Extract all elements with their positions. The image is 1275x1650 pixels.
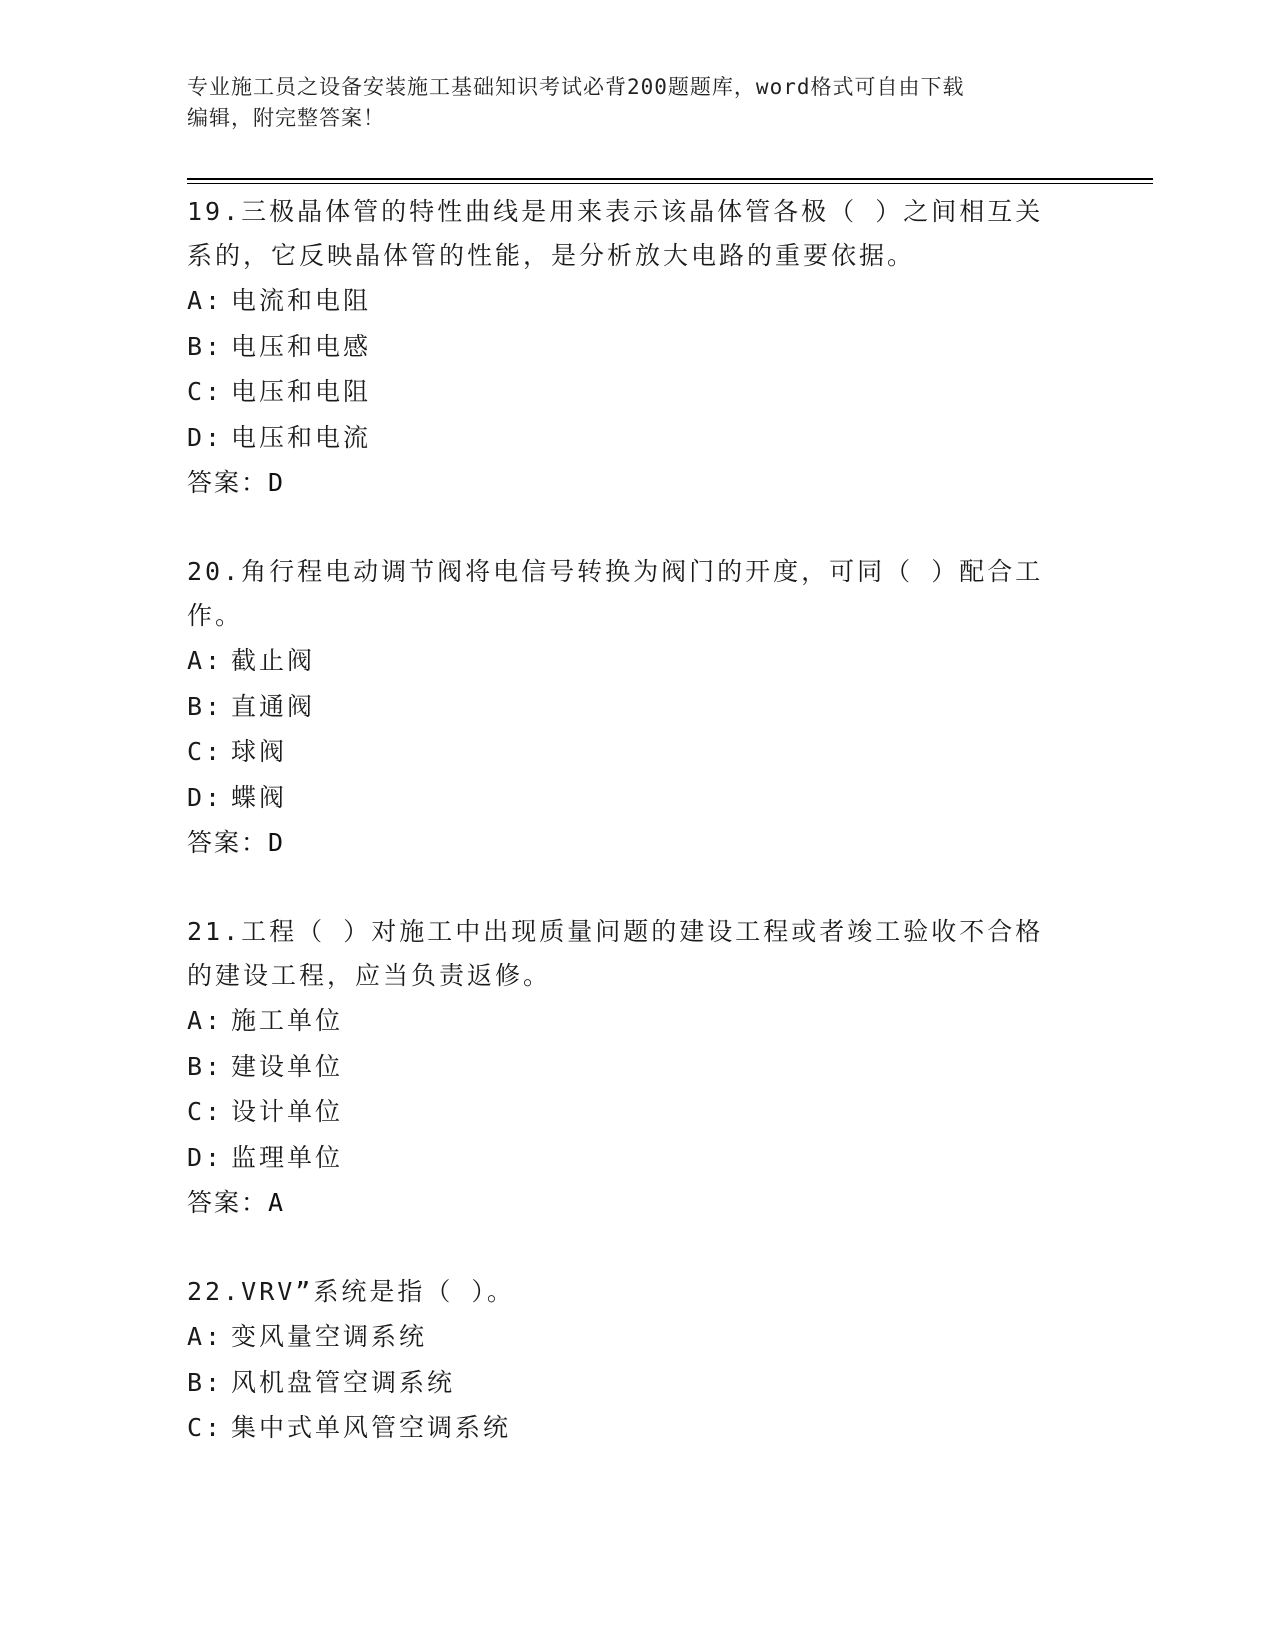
option-letter: D:: [187, 782, 224, 812]
option-letter: B:: [187, 1051, 224, 1081]
header-divider-thin: [187, 183, 1153, 184]
option-text: 电压和电流: [231, 422, 372, 452]
option-b: [187, 684, 1087, 730]
option-text: 变风量空调系统: [231, 1322, 428, 1351]
question-21: [187, 910, 1087, 1225]
option-text: 电压和电阻: [231, 377, 372, 406]
option-text: 截止阀: [231, 646, 316, 675]
question-stem-line-2: 作。: [187, 601, 244, 630]
option-letter: C:: [187, 377, 224, 406]
header-title-line-1: 专业施工员之设备安装施工基础知识考试必背200题题库，word格式可自由下载: [187, 75, 965, 99]
header-title-line-2: 编辑，附完整答案！: [187, 106, 385, 130]
option-text: 监理单位: [231, 1142, 344, 1172]
option-letter: B:: [187, 1367, 224, 1397]
question-19: [187, 190, 1087, 505]
header-divider-thick: [187, 178, 1153, 180]
option-a: [187, 278, 1087, 324]
option-c: [187, 729, 1087, 775]
option-letter: A:: [187, 646, 224, 675]
option-text: 建设单位: [231, 1051, 344, 1081]
question-stem-line-1: 19.三极晶体管的特性曲线是用来表示该晶体管各极（ ）之间相互关: [187, 197, 1044, 226]
answer-label: 答案：: [187, 468, 269, 497]
option-letter: C:: [187, 737, 224, 766]
option-text: 施工单位: [231, 1006, 344, 1035]
option-text: 电流和电阻: [231, 286, 372, 315]
option-letter: B:: [187, 331, 224, 361]
question-20: [187, 550, 1087, 865]
option-text: 球阀: [231, 737, 288, 766]
answer-value: D: [268, 828, 286, 857]
option-c: [187, 369, 1087, 415]
question-22: [187, 1270, 1087, 1451]
option-text: 风机盘管空调系统: [231, 1367, 456, 1397]
option-a: [187, 638, 1087, 684]
option-text: 电压和电感: [231, 331, 372, 361]
option-text: 集中式单风管空调系统: [231, 1413, 512, 1442]
question-stem-line-2: 的建设工程，应当负责返修。: [187, 961, 552, 990]
option-text: 蝶阀: [231, 782, 288, 812]
option-c: [187, 1405, 1087, 1451]
option-b: [187, 1360, 1087, 1406]
option-a: [187, 1314, 1087, 1360]
option-d: [187, 1135, 1087, 1181]
option-text: 直通阀: [231, 691, 316, 721]
option-letter: D:: [187, 422, 224, 452]
answer-value: D: [268, 468, 286, 497]
option-letter: C:: [187, 1097, 224, 1126]
document-header: [187, 72, 1087, 134]
option-letter: A:: [187, 286, 224, 315]
answer-value: A: [268, 1188, 286, 1217]
answer-line: [187, 1180, 1087, 1225]
answer-label: 答案：: [187, 828, 269, 857]
question-stem-line-1: 21.工程（ ）对施工中出现质量问题的建设工程或者竣工验收不合格: [187, 917, 1044, 946]
option-b: [187, 324, 1087, 370]
option-letter: A:: [187, 1322, 224, 1351]
question-list: [187, 190, 1087, 1496]
answer-line: [187, 460, 1087, 505]
option-a: [187, 998, 1087, 1044]
option-d: [187, 775, 1087, 821]
answer-label: 答案：: [187, 1188, 269, 1217]
option-b: [187, 1044, 1087, 1090]
option-letter: A:: [187, 1006, 224, 1035]
question-stem-line-1: 22.VRV”系统是指（ ）。: [187, 1277, 515, 1306]
answer-line: [187, 820, 1087, 865]
option-letter: C:: [187, 1413, 224, 1442]
question-stem-line-2: 系的，它反映晶体管的性能，是分析放大电路的重要依据。: [187, 241, 916, 270]
question-stem-line-1: 20.角行程电动调节阀将电信号转换为阀门的开度，可同（ ）配合工: [187, 557, 1044, 586]
option-text: 设计单位: [231, 1097, 344, 1126]
option-letter: B:: [187, 691, 224, 721]
option-c: [187, 1089, 1087, 1135]
option-d: [187, 415, 1087, 461]
option-letter: D:: [187, 1142, 224, 1172]
